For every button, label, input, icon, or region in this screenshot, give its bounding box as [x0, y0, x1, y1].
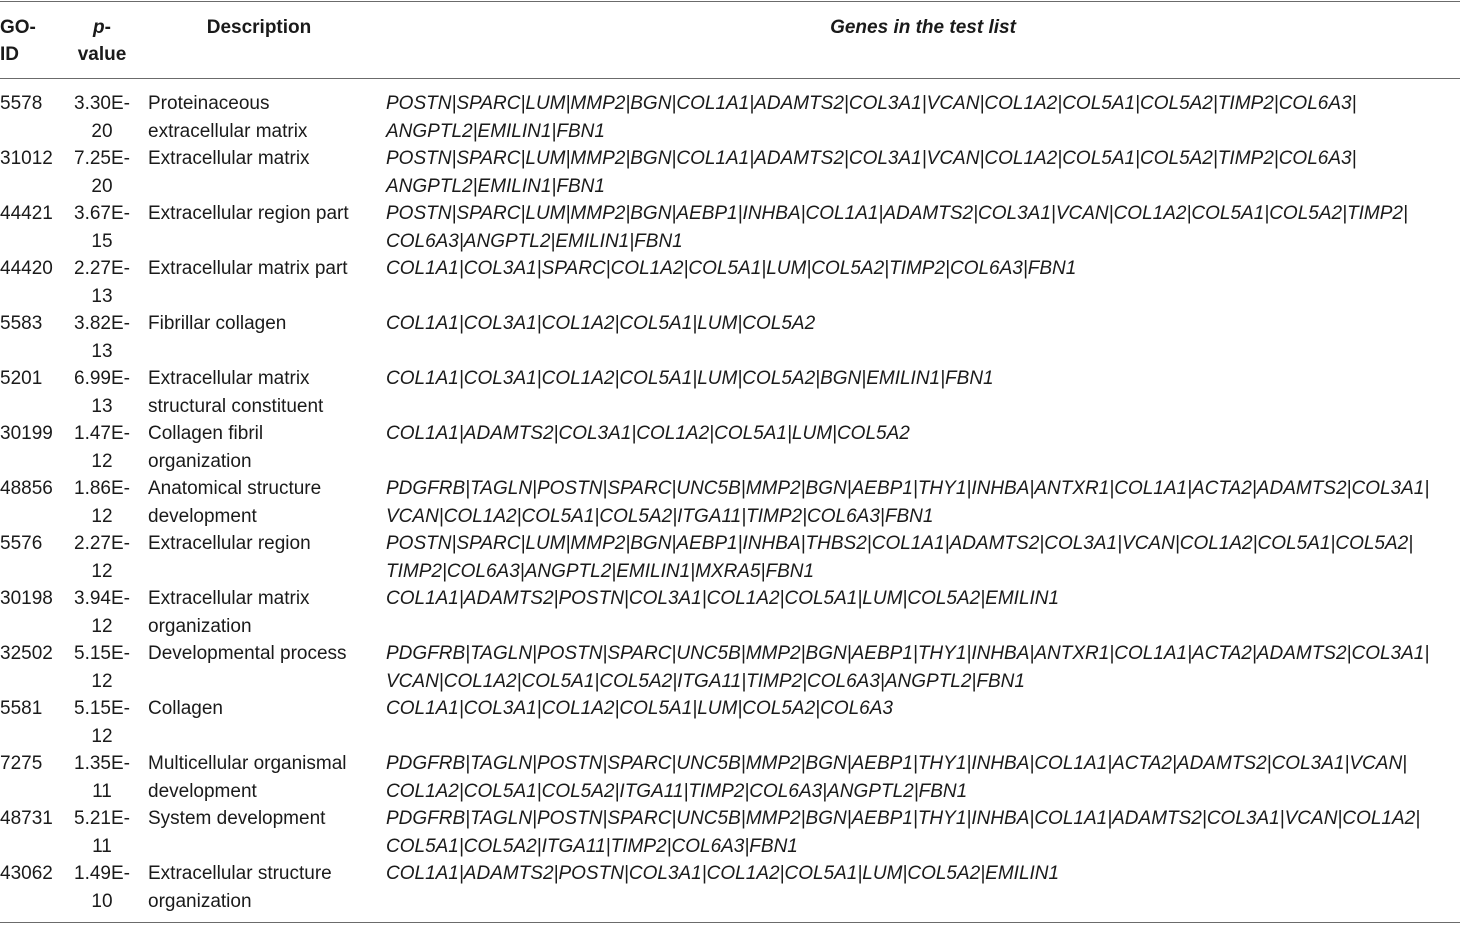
cell-line-p2: 12 [91, 560, 113, 582]
cell-line-d1: System development [148, 808, 326, 829]
cell-line-d2: structural constituent [148, 395, 324, 417]
cell-line-g1: COL1A1|ADAMTS2|COL3A1|COL1A2|COL5A1|LUM|COL5A2 [386, 423, 910, 444]
cell-line-p1: 2.27E- [74, 533, 130, 554]
header-description: Description [206, 17, 312, 38]
genes-cell [386, 200, 1460, 255]
description-cell [148, 860, 380, 915]
table-row [0, 695, 1460, 750]
cell-line-g1: PDGFRB|TAGLN|POSTN|SPARC|UNC5B|MMP2|BGN|AEBP1|THY1|INHBA|COL1A1|ACTA2|ADAMTS2|COL3A1|VCAN| [386, 753, 1408, 774]
go-id-cell: 43062 [0, 863, 53, 884]
go-id-cell: 48856 [0, 478, 53, 499]
cell-line-g1: COL1A1|COL3A1|SPARC|COL1A2|COL5A1|LUM|COL5A2|TIMP2|COL6A3|FBN1 [386, 258, 1077, 279]
cell-line-d2: organization [148, 890, 252, 912]
cell-line-d1: Multicellular organismal [148, 753, 347, 774]
cell-line-d2: organization [148, 615, 252, 637]
cell-line-d1: Developmental process [148, 643, 347, 664]
description-cell [148, 475, 380, 530]
cell-line-d1: Extracellular matrix [148, 148, 310, 169]
genes-cell [386, 90, 1460, 145]
cell-line-p1: 6.99E- [74, 368, 130, 389]
cell-line-g1: POSTN|SPARC|LUM|MMP2|BGN|AEBP1|INHBA|THBS2|COL1A1|ADAMTS2|COL3A1|VCAN|COL1A2|COL5A1|COL5A2| [386, 533, 1414, 554]
cell-line-d1: Proteinaceous [148, 93, 270, 114]
go-id-cell: 5576 [0, 533, 43, 554]
cell-line-p2: 12 [91, 615, 113, 637]
cell-line-p2: 10 [91, 890, 113, 912]
go-id-cell: 44421 [0, 203, 53, 224]
cell-line-p1: 3.30E- [74, 93, 130, 114]
description-cell [148, 90, 380, 145]
genes-cell [386, 420, 1460, 448]
cell-line-p1: 3.82E- [74, 313, 130, 334]
header-go-id-line2: ID [0, 44, 19, 65]
genes-cell [386, 695, 1460, 723]
p-value-cell [70, 310, 134, 365]
cell-line-p1: 5.21E- [74, 808, 130, 829]
table-row [0, 200, 1460, 255]
cell-line-p2: 12 [91, 450, 113, 472]
cell-line-d1: Extracellular matrix [148, 368, 310, 389]
go-id-cell: 5583 [0, 313, 43, 334]
description-cell [148, 640, 380, 668]
header-p-hyphen: - [104, 17, 111, 38]
cell-line-d1: Extracellular region [148, 533, 311, 554]
cell-line-p2: 11 [92, 780, 112, 802]
cell-line-g1: PDGFRB|TAGLN|POSTN|SPARC|UNC5B|MMP2|BGN|AEBP1|THY1|INHBA|ANTXR1|COL1A1|ACTA2|ADAMTS2|COL3A1| [386, 643, 1430, 664]
p-value-cell [70, 750, 134, 805]
cell-line-d1: Extracellular matrix [148, 588, 310, 609]
description-cell [148, 420, 380, 475]
table-row [0, 750, 1460, 805]
cell-line-p1: 1.35E- [74, 753, 130, 774]
genes-cell [386, 310, 1460, 338]
cell-line-d1: Extracellular matrix part [148, 258, 348, 279]
cell-line-g1: PDGFRB|TAGLN|POSTN|SPARC|UNC5B|MMP2|BGN|AEBP1|THY1|INHBA|COL1A1|ADAMTS2|COL3A1|VCAN|COL1A2| [386, 808, 1421, 829]
p-value-cell [70, 640, 134, 695]
table-row [0, 530, 1460, 585]
cell-line-p2: 13 [91, 285, 113, 307]
header-p-italic: p [93, 17, 105, 38]
table-row [0, 585, 1460, 640]
genes-cell [386, 530, 1460, 585]
cell-line-g2: ANGPTL2|EMILIN1|FBN1 [386, 175, 605, 197]
go-id-cell: 5578 [0, 93, 43, 114]
genes-cell [386, 860, 1460, 888]
go-id-cell: 5581 [0, 698, 43, 719]
header-p-value [70, 14, 134, 68]
cell-line-g2: COL5A1|COL5A2|ITGA11|TIMP2|COL6A3|FBN1 [386, 835, 798, 857]
table-row [0, 365, 1460, 420]
cell-line-g2: TIMP2|COL6A3|ANGPTL2|EMILIN1|MXRA5|FBN1 [386, 560, 815, 582]
cell-line-d1: Fibrillar collagen [148, 313, 287, 334]
cell-line-p2: 12 [91, 505, 113, 527]
header-p-value-line2: value [77, 44, 127, 65]
go-id-cell: 7275 [0, 753, 43, 774]
table-bottom-rule [0, 922, 1460, 923]
p-value-cell [70, 695, 134, 750]
go-id-cell: 44420 [0, 258, 53, 279]
table-row [0, 310, 1460, 365]
p-value-cell [70, 420, 134, 475]
cell-line-p1: 7.25E- [74, 148, 130, 169]
genes-cell [386, 255, 1460, 283]
description-cell [148, 200, 380, 228]
genes-cell [386, 145, 1460, 200]
cell-line-g1: COL1A1|ADAMTS2|POSTN|COL3A1|COL1A2|COL5A1|LUM|COL5A2|EMILIN1 [386, 863, 1060, 884]
table-row [0, 255, 1460, 310]
cell-line-g1: POSTN|SPARC|LUM|MMP2|BGN|COL1A1|ADAMTS2|COL3A1|VCAN|COL1A2|COL5A1|COL5A2|TIMP2|COL6A3| [386, 148, 1357, 169]
table-row [0, 145, 1460, 200]
p-value-cell [70, 365, 134, 420]
cell-line-p1: 1.49E- [74, 863, 130, 884]
description-cell [148, 145, 380, 173]
table-row [0, 640, 1460, 695]
cell-line-p2: 15 [91, 230, 113, 252]
cell-line-d1: Collagen [148, 698, 223, 719]
p-value-cell [70, 90, 134, 145]
cell-line-p2: 12 [91, 725, 113, 747]
cell-line-p1: 2.27E- [74, 258, 130, 279]
cell-line-p2: 12 [91, 670, 113, 692]
cell-line-d1: Anatomical structure [148, 478, 322, 499]
description-cell [148, 695, 380, 723]
genes-cell [386, 475, 1460, 530]
p-value-cell [70, 145, 134, 200]
cell-line-d2: development [148, 780, 257, 802]
p-value-cell [70, 255, 134, 310]
cell-line-p1: 1.86E- [74, 478, 130, 499]
cell-line-d1: Collagen fibril [148, 423, 264, 444]
cell-line-p2: 20 [91, 175, 113, 197]
cell-line-p1: 3.94E- [74, 588, 130, 609]
p-value-cell [70, 585, 134, 640]
cell-line-g1: COL1A1|ADAMTS2|POSTN|COL3A1|COL1A2|COL5A1|LUM|COL5A2|EMILIN1 [386, 588, 1060, 609]
description-cell [148, 310, 380, 338]
header-genes: Genes in the test list [830, 17, 1016, 38]
description-cell [148, 805, 380, 833]
cell-line-p1: 1.47E- [74, 423, 130, 444]
p-value-cell [70, 860, 134, 915]
genes-cell [386, 805, 1460, 860]
description-cell [148, 585, 380, 640]
cell-line-p1: 3.67E- [74, 203, 130, 224]
cell-line-p2: 11 [92, 835, 112, 857]
p-value-cell [70, 200, 134, 255]
cell-line-p2: 13 [91, 340, 113, 362]
cell-line-g2: ANGPTL2|EMILIN1|FBN1 [386, 120, 605, 142]
go-id-cell: 48731 [0, 808, 53, 829]
cell-line-g1: POSTN|SPARC|LUM|MMP2|BGN|COL1A1|ADAMTS2|COL3A1|VCAN|COL1A2|COL5A1|COL5A2|TIMP2|COL6A3| [386, 93, 1357, 114]
p-value-cell [70, 475, 134, 530]
description-cell [148, 255, 380, 283]
table-row [0, 860, 1460, 915]
header-go-id [0, 14, 60, 68]
genes-cell [386, 640, 1460, 695]
description-cell [148, 365, 380, 420]
cell-line-g1: COL1A1|COL3A1|COL1A2|COL5A1|LUM|COL5A2|COL6A3 [386, 698, 893, 719]
p-value-cell [70, 530, 134, 585]
go-id-cell: 30199 [0, 423, 53, 444]
go-id-cell: 32502 [0, 643, 53, 664]
description-cell [148, 530, 380, 558]
cell-line-g1: PDGFRB|TAGLN|POSTN|SPARC|UNC5B|MMP2|BGN|AEBP1|THY1|INHBA|ANTXR1|COL1A1|ACTA2|ADAMTS2|COL3A1| [386, 478, 1430, 499]
table-row [0, 475, 1460, 530]
cell-line-p2: 13 [91, 395, 113, 417]
go-id-cell: 31012 [0, 148, 53, 169]
cell-line-d2: organization [148, 450, 252, 472]
p-value-cell [70, 805, 134, 860]
table-body [0, 90, 1460, 915]
genes-cell [386, 585, 1460, 613]
table-row [0, 90, 1460, 145]
cell-line-d2: development [148, 505, 257, 527]
go-id-cell: 30198 [0, 588, 53, 609]
table-row [0, 805, 1460, 860]
cell-line-p1: 5.15E- [74, 643, 130, 664]
header-go-id-line1: GO- [0, 17, 36, 38]
cell-line-g2: COL1A2|COL5A1|COL5A2|ITGA11|TIMP2|COL6A3|ANGPTL2|FBN1 [386, 780, 968, 802]
cell-line-g1: POSTN|SPARC|LUM|MMP2|BGN|AEBP1|INHBA|COL1A1|ADAMTS2|COL3A1|VCAN|COL1A2|COL5A1|COL5A2|TIMP2| [386, 203, 1408, 224]
cell-line-d1: Extracellular structure [148, 863, 332, 884]
cell-line-g1: COL1A1|COL3A1|COL1A2|COL5A1|LUM|COL5A2|BGN|EMILIN1|FBN1 [386, 368, 994, 389]
cell-line-g2: VCAN|COL1A2|COL5A1|COL5A2|ITGA11|TIMP2|COL6A3|FBN1 [386, 505, 934, 527]
cell-line-d2: extracellular matrix [148, 120, 308, 142]
genes-cell [386, 750, 1460, 805]
genes-cell [386, 365, 1460, 393]
cell-line-g1: COL1A1|COL3A1|COL1A2|COL5A1|LUM|COL5A2 [386, 313, 816, 334]
table-row [0, 420, 1460, 475]
cell-line-g2: COL6A3|ANGPTL2|EMILIN1|FBN1 [386, 230, 683, 252]
go-id-cell: 5201 [0, 368, 43, 389]
cell-line-d1: Extracellular region part [148, 203, 349, 224]
cell-line-p1: 5.15E- [74, 698, 130, 719]
header-rule [0, 78, 1460, 79]
cell-line-g2: VCAN|COL1A2|COL5A1|COL5A2|ITGA11|TIMP2|COL6A3|ANGPTL2|FBN1 [386, 670, 1025, 692]
table-top-rule [0, 1, 1460, 2]
cell-line-p2: 20 [91, 120, 113, 142]
description-cell [148, 750, 380, 805]
